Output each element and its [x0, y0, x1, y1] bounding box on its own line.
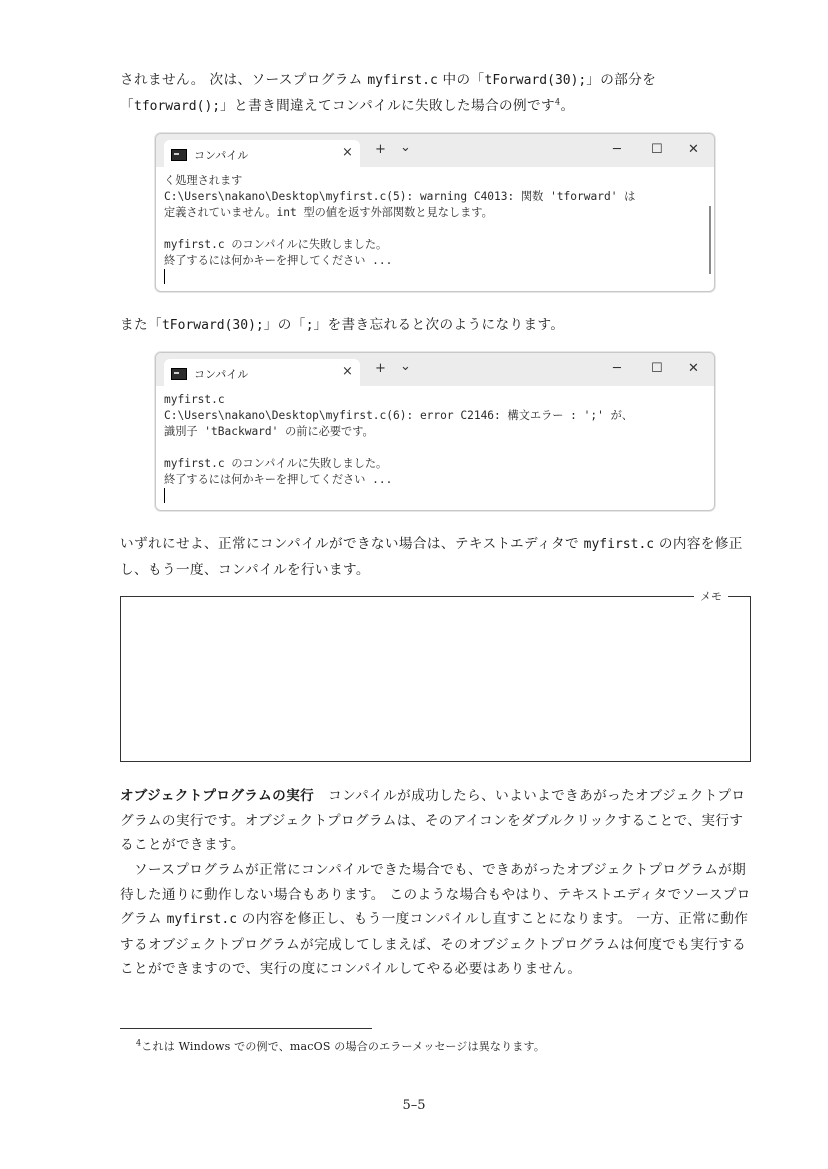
- console-line: 識別子 'tBackward' の前に必要です。: [164, 425, 374, 438]
- code-snippet: tforward();: [134, 98, 221, 114]
- text: の内容を修正し、もう一度、コンパイルを行います。: [120, 536, 743, 578]
- console-line: myfirst.c: [164, 393, 225, 406]
- console-cursor: [164, 488, 706, 504]
- new-tab-button[interactable]: +: [375, 142, 386, 157]
- footnote-marker: 4: [555, 96, 561, 106]
- console-line: myfirst.c のコンパイルに失敗しました。: [164, 457, 388, 470]
- console-line: [164, 440, 706, 456]
- close-window-button[interactable]: ✕: [688, 361, 699, 376]
- new-tab-button[interactable]: +: [375, 361, 386, 376]
- terminal-icon: [171, 368, 187, 380]
- close-tab-icon[interactable]: ×: [342, 364, 353, 379]
- text: 。: [560, 97, 575, 114]
- code-snippet: tForward(30);: [161, 318, 264, 333]
- text: 」を書き忘れると次のようになります。: [313, 317, 565, 333]
- console-line: [164, 221, 706, 237]
- maximize-button[interactable]: ☐: [651, 142, 663, 157]
- console-window-warning: [155, 133, 715, 292]
- console-line: 終了するには何かキーを押してください ...: [164, 473, 393, 486]
- tab-title: コンパイル: [194, 368, 249, 381]
- minimize-button[interactable]: ─: [613, 361, 621, 376]
- paragraph-missing-semicolon: [120, 313, 751, 339]
- console-line: C:\Users\nakano\Desktop\myfirst.c(5): warning C4013: 関数 'tforward' は: [164, 190, 636, 203]
- title-bar: [156, 353, 714, 386]
- text: 」の部分を「: [120, 72, 657, 114]
- text: いずれにせよ、正常にコンパイルができない場合は、テキストエディタで: [120, 536, 584, 552]
- scrollbar[interactable]: [709, 206, 711, 274]
- text: の内容を修正し、もう一度コンパイルし直すことになります。 一方、正常に動作するオブジェクトプログラムが完成してしまえば、そのオブジェクトプログラムは何度でも実行することができますので、実行の度にコンパイルしてやる必要はありません。: [120, 911, 749, 977]
- console-output: [156, 167, 714, 291]
- memo-box[interactable]: [120, 590, 751, 762]
- text: 」の「: [263, 317, 306, 333]
- tab-compile[interactable]: [164, 359, 360, 386]
- text: コンパイルが成功したら、いよいよできあがったオブジェクトプログラムの実行です。オブジェクトプログラムは、そのアイコンをダブルクリックすることで、実行することができます。: [120, 788, 746, 853]
- section-heading: オブジェクトプログラムの実行: [120, 788, 315, 804]
- footnote: [136, 1038, 545, 1054]
- tab-title: コンパイル: [194, 149, 249, 162]
- console-line: myfirst.c のコンパイルに失敗しました。: [164, 238, 388, 251]
- console-line: く処理されます: [164, 174, 243, 187]
- title-bar: [156, 134, 714, 167]
- paragraph-intro: [120, 68, 751, 119]
- chevron-down-icon[interactable]: ⌄: [400, 359, 411, 374]
- text: また「: [120, 317, 162, 333]
- code-snippet: tForward(30);: [484, 73, 587, 88]
- console-line: 定義されていません。int 型の値を返す外部関数と見なします。: [164, 206, 493, 219]
- code-filename: myfirst.c: [367, 73, 438, 88]
- console-output: [156, 386, 714, 510]
- maximize-button[interactable]: ☐: [651, 361, 663, 376]
- console-line: 終了するには何かキーを押してください ...: [164, 254, 393, 267]
- terminal-icon: [171, 149, 187, 161]
- close-window-button[interactable]: ✕: [688, 142, 699, 157]
- tab-compile[interactable]: [164, 140, 360, 167]
- code-snippet: ;: [305, 318, 314, 333]
- close-tab-icon[interactable]: ×: [342, 145, 353, 160]
- code-filename: myfirst.c: [166, 912, 238, 927]
- text: 」と書き間違えてコンパイルに失敗した場合の例です: [220, 97, 555, 114]
- paragraph-fix-source: [120, 532, 751, 582]
- page-number: 5–5: [402, 1098, 426, 1113]
- console-window-error: [155, 352, 715, 511]
- code-filename: myfirst.c: [583, 537, 655, 552]
- text: されません。 次は、ソースプログラム: [120, 72, 368, 88]
- footnote-marker: 4: [136, 1038, 142, 1048]
- minimize-button[interactable]: ─: [613, 142, 621, 157]
- footnote-text: これは Windows での例で、macOS の場合のエラーメッセージは異なります。: [141, 1040, 546, 1053]
- text: 中の「: [437, 72, 485, 88]
- console-line: C:\Users\nakano\Desktop\myfirst.c(6): error C2146: 構文エラー : ';' が、: [164, 409, 633, 422]
- chevron-down-icon[interactable]: ⌄: [400, 140, 411, 155]
- paragraph-execution: [120, 784, 751, 858]
- console-cursor: [164, 269, 706, 285]
- memo-label: メモ: [694, 588, 728, 604]
- paragraph-recompile: [120, 858, 751, 982]
- text: ソースプログラムが正常にコンパイルできた場合でも、できあがったオブジェクトプログラムが期待した通りに動作しない場合もあります。 このような場合もやはり、テキストエディタでソースプログラム: [120, 862, 751, 927]
- footnote-rule: [120, 1028, 372, 1029]
